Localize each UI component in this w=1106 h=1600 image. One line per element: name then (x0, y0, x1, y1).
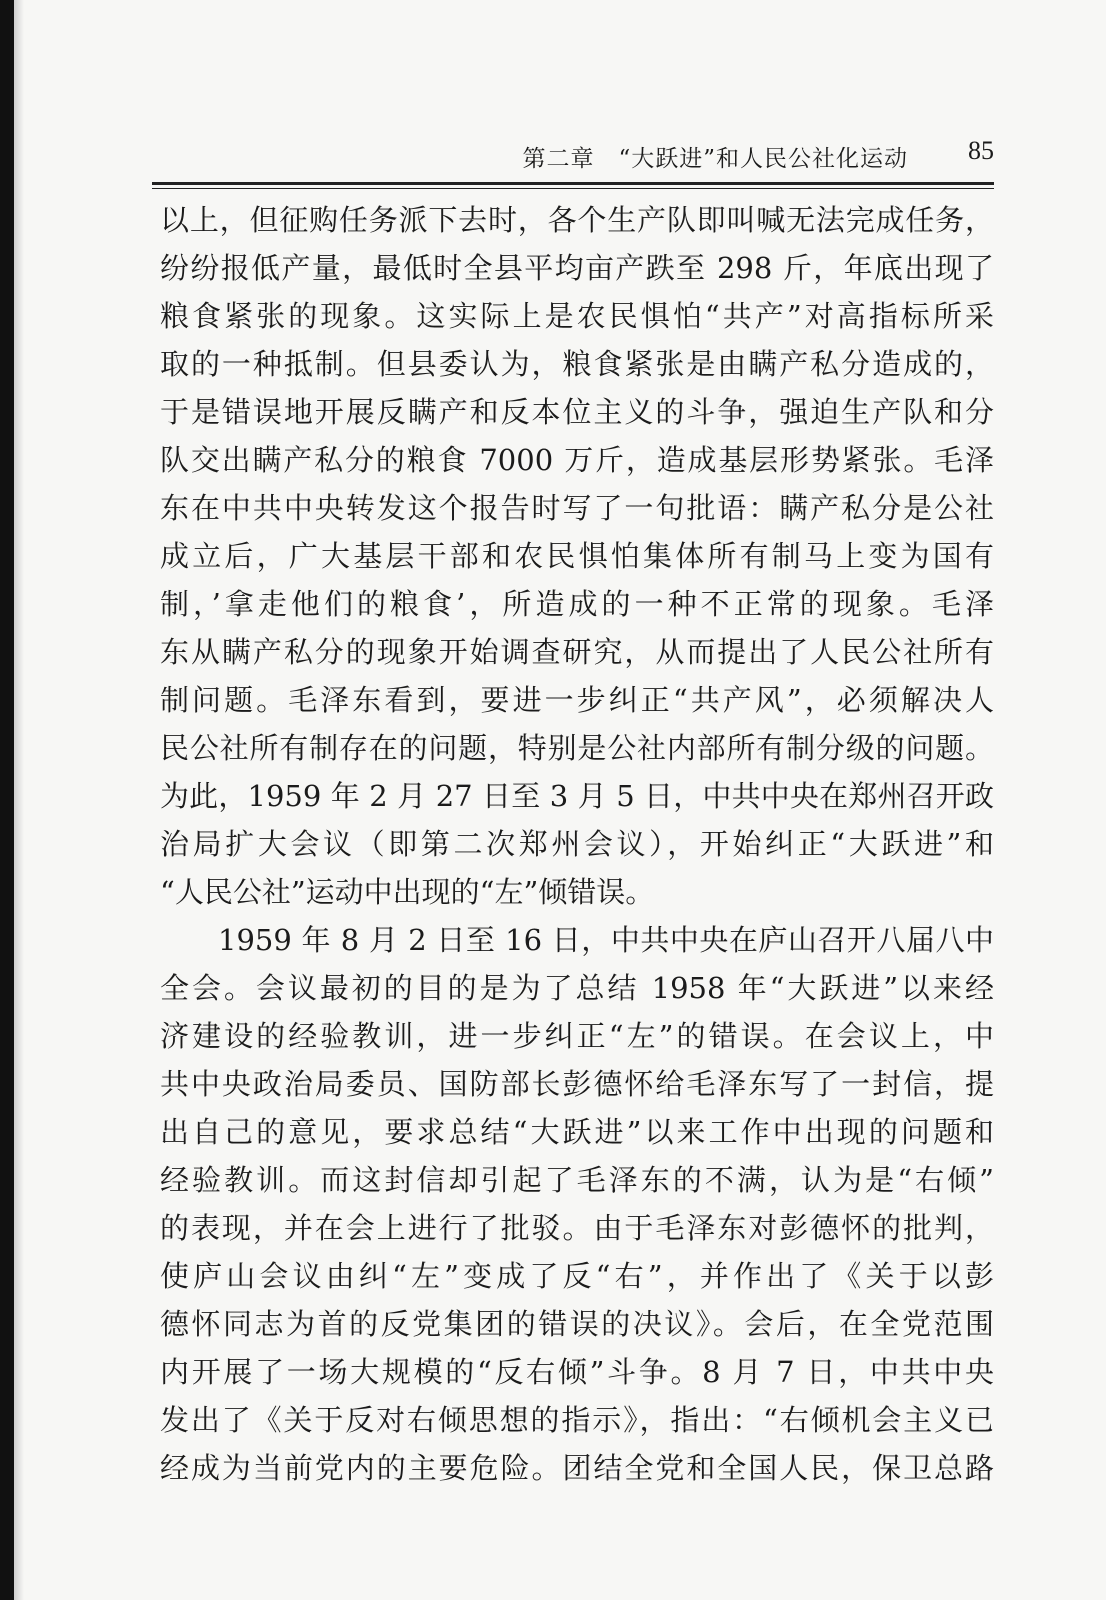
text-line: 经验教训。而这封信却引起了毛泽东的不满，认为是“右倾” (160, 1163, 994, 1197)
text-line: 以上，但征购任务派下去时，各个生产队即叫喊无法完成任务， (160, 203, 994, 237)
text-line: 1959 年 8 月 2 日至 16 日，中共中央在庐山召开八届八中 (218, 923, 994, 957)
text-line: 制问题。毛泽东看到，要进一步纠正“共产风”，必须解决人 (160, 683, 994, 717)
text-line: 东在中共中央转发这个报告时写了一句批语：瞒产私分是公社 (160, 491, 994, 525)
text-line: 纷纷报低产量，最低时全县平均亩产跌至 298 斤，年底出现了 (160, 251, 994, 285)
text-line: 德怀同志为首的反党集团的错误的决议》。会后，在全党范围 (160, 1307, 994, 1341)
running-head (152, 134, 994, 174)
text-line: “人民公社”运动中出现的“左”倾错误。 (160, 875, 655, 909)
text-line: 东从瞒产私分的现象开始调查研究，从而提出了人民公社所有 (160, 635, 994, 669)
text-line: 于是错误地开展反瞒产和反本位主义的斗争，强迫生产队和分 (160, 395, 994, 429)
text-line: 济建设的经验教训，进一步纠正“左”的错误。在会议上，中 (160, 1019, 994, 1053)
text-line: 全会。会议最初的目的是为了总结 1958 年“大跃进”以来经 (160, 971, 994, 1005)
text-line: 出自己的意见，要求总结“大跃进”以来工作中出现的问题和 (160, 1115, 994, 1149)
text-line: 发出了《关于反对右倾思想的指示》，指出：“右倾机会主义已 (160, 1403, 994, 1437)
paragraph-2 (160, 916, 994, 1492)
text-line: 制，’拿走他们的粮食’，所造成的一种不正常的现象。毛泽 (160, 587, 994, 621)
text-line: 队交出瞒产私分的粮食 7000 万斤，造成基层形势紧张。毛泽 (160, 443, 994, 477)
chapter-running-title: 第二章 “大跃进”和人民公社化运动 (522, 146, 908, 172)
text-line: 为此，1959 年 2 月 27 日至 3 月 5 日，中共中央在郑州召开政 (160, 779, 994, 813)
text-line: 民公社所有制存在的问题，特别是公社内部所有制分级的问题。 (160, 731, 994, 765)
text-line: 共中央政治局委员、国防部长彭德怀给毛泽东写了一封信，提 (160, 1067, 994, 1101)
scan-binding-edge (0, 0, 14, 1600)
book-page (152, 0, 1004, 1600)
text-line: 的表现，并在会上进行了批驳。由于毛泽东对彭德怀的批判， (160, 1211, 994, 1245)
paragraph-1 (160, 196, 994, 916)
text-line: 取的一种抵制。但县委认为，粮食紧张是由瞒产私分造成的， (160, 347, 994, 381)
text-line: 经成为当前党内的主要危险。团结全党和全国人民，保卫总路 (160, 1451, 994, 1485)
page-number: 85 (968, 136, 994, 165)
body-text (160, 196, 994, 1492)
header-double-rule (152, 182, 994, 189)
text-line: 成立后，广大基层干部和农民惧怕集体所有制马上变为国有 (160, 539, 994, 573)
text-line: 使庐山会议由纠“左”变成了反“右”，并作出了《关于以彭 (160, 1259, 994, 1293)
text-line: 内开展了一场大规模的“反右倾”斗争。8 月 7 日，中共中央 (160, 1355, 994, 1389)
text-line: 治局扩大会议（即第二次郑州会议），开始纠正“大跃进”和 (160, 827, 994, 861)
text-line: 粮食紧张的现象。这实际上是农民惧怕“共产”对高指标所采 (160, 299, 994, 333)
scan-gutter-shadow (14, 0, 24, 1600)
